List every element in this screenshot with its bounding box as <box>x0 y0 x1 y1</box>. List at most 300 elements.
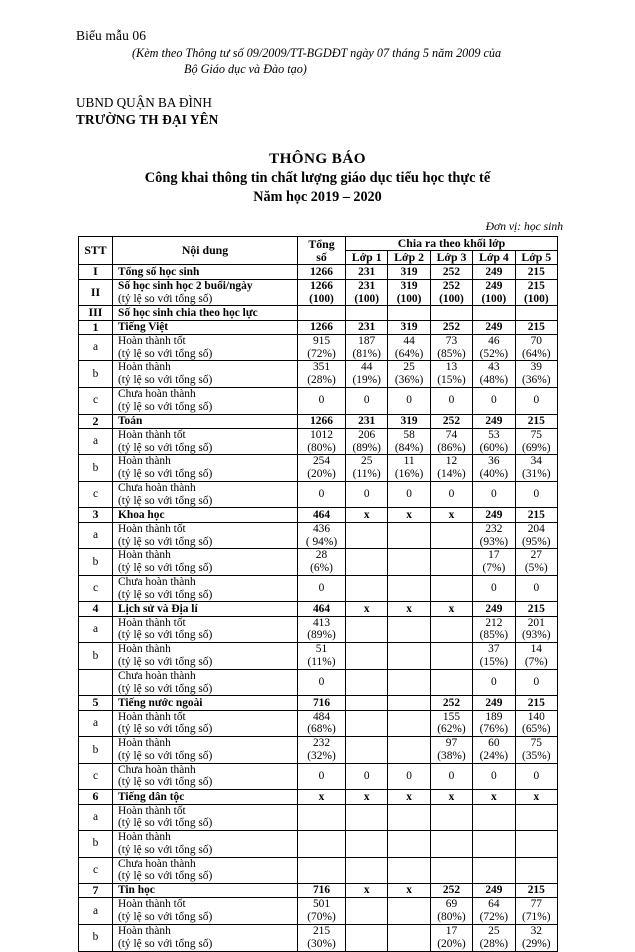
value: 37 <box>488 643 500 656</box>
row-index-19: 5 <box>79 696 113 710</box>
cell-grade5-13 <box>515 549 557 576</box>
value: 25 <box>488 925 500 938</box>
cell-grade5-3 <box>515 320 557 334</box>
value: 915 <box>312 334 331 347</box>
row-label-main: Chưa hoàn thành <box>118 669 196 682</box>
cell-total-28 <box>298 898 346 925</box>
cell-grade1-15 <box>346 602 388 616</box>
circular-line-2: Bộ Giáo dục và Đào tạo) <box>184 61 307 76</box>
percent: (28%) <box>479 937 509 950</box>
row-label-22 <box>113 763 298 790</box>
percent: (72%) <box>479 911 509 924</box>
table-row <box>79 455 558 482</box>
value: 0 <box>491 394 497 407</box>
table-row <box>79 334 558 361</box>
col-header-tong-so <box>298 237 346 265</box>
table-row <box>79 265 558 279</box>
value: 17 <box>445 925 458 938</box>
row-label-4 <box>113 334 298 361</box>
row-index-17: b <box>79 643 113 670</box>
value: 215 <box>527 265 545 278</box>
value: 212 <box>485 616 503 629</box>
percent: (16%) <box>394 468 424 481</box>
value: 60 <box>488 737 500 750</box>
value: 215 <box>527 508 545 521</box>
row-label-23 <box>113 790 298 804</box>
percent: (28%) <box>307 374 336 387</box>
value: 0 <box>448 488 455 501</box>
row-index-1: II <box>79 279 113 306</box>
value: 215 <box>527 320 545 333</box>
value: 215 <box>527 414 545 427</box>
value: 32 <box>530 925 542 938</box>
table-row <box>79 522 558 549</box>
row-label-26 <box>113 857 298 884</box>
value: 12 <box>445 455 458 468</box>
row-label-pct-note: (tỷ lệ so với tổng số) <box>118 723 213 736</box>
value: 0 <box>363 770 370 783</box>
cell-grade4-21 <box>473 737 515 764</box>
percent: (93%) <box>479 535 509 548</box>
row-index-3: 1 <box>79 320 113 334</box>
cell-grade3-27 <box>430 884 472 898</box>
cell-grade2-1 <box>388 279 430 306</box>
value: x <box>363 508 370 521</box>
row-label-29 <box>113 925 298 952</box>
row-label-main: Chưa hoàn thành <box>118 575 196 588</box>
cell-grade2-7 <box>388 414 430 428</box>
value: 53 <box>488 428 500 441</box>
cell-grade4-27 <box>473 884 515 898</box>
value: x <box>363 790 370 803</box>
value: 232 <box>485 522 503 535</box>
table-row <box>79 388 558 415</box>
cell-grade4-16 <box>473 616 515 643</box>
row-label-main: Tiếng nước ngoài <box>118 696 203 709</box>
table-row <box>79 428 558 455</box>
cell-grade1-6 <box>346 388 388 415</box>
school-name: TRƯỜNG TH ĐẠI YÊN <box>76 111 219 127</box>
col-header-stt: STT <box>79 237 113 265</box>
value: 0 <box>533 394 540 407</box>
row-label-24 <box>113 804 298 831</box>
cell-grade5-8 <box>515 428 557 455</box>
cell-grade4-13 <box>473 549 515 576</box>
value: 14 <box>530 643 542 656</box>
cell-grade1-18 <box>346 669 388 696</box>
cell-grade1-20 <box>346 710 388 737</box>
cell-grade4-15 <box>473 602 515 616</box>
value: 413 <box>312 616 331 629</box>
row-label-main: Tiếng Việt <box>118 320 169 333</box>
cell-grade5-5 <box>515 361 557 388</box>
cell-grade5-19 <box>515 696 557 710</box>
col-header-grade-3: Lớp 3 <box>430 251 472 265</box>
row-label-pct-note: (tỷ lệ so với tổng số) <box>118 494 213 507</box>
value: 252 <box>442 279 461 292</box>
cell-total-5 <box>298 361 346 388</box>
row-index-0: I <box>79 265 113 279</box>
col-header-grade-4: Lớp 4 <box>473 251 515 265</box>
value: 70 <box>530 334 542 347</box>
value: 27 <box>530 549 542 562</box>
percent: (40%) <box>479 468 509 481</box>
value: 716 <box>312 696 331 709</box>
row-index-21: b <box>79 737 113 764</box>
value: 1266 <box>310 279 333 292</box>
value: 249 <box>485 265 503 278</box>
percent: (86%) <box>437 441 466 454</box>
cell-grade5-28 <box>515 898 557 925</box>
value: 0 <box>533 676 540 689</box>
tong-so-line1: Tổng <box>308 236 335 251</box>
value: 11 <box>403 455 415 468</box>
cell-grade5-23 <box>515 790 557 804</box>
cell-grade2-6 <box>388 388 430 415</box>
cell-grade2-10 <box>388 481 430 508</box>
row-index-25: b <box>79 831 113 858</box>
percent: (64%) <box>522 347 551 360</box>
cell-total-25 <box>298 831 346 858</box>
cell-total-17 <box>298 643 346 670</box>
cell-grade2-18 <box>388 669 430 696</box>
table-row <box>79 710 558 737</box>
cell-grade3-24 <box>430 804 472 831</box>
value: 215 <box>527 884 545 897</box>
row-label-pct-note: (tỷ lệ so với tổng số) <box>118 749 213 762</box>
row-index-2: III <box>79 306 113 320</box>
cell-grade1-24 <box>346 804 388 831</box>
table-row <box>79 306 558 320</box>
row-index-4: a <box>79 334 113 361</box>
row-label-main: Hoàn thành <box>118 643 171 656</box>
cell-grade3-6 <box>430 388 472 415</box>
value: x <box>406 884 412 897</box>
percent: (19%) <box>352 374 381 387</box>
cell-grade1-16 <box>346 616 388 643</box>
value: x <box>363 602 370 615</box>
percent: (76%) <box>479 723 509 736</box>
row-label-main: Hoàn thành <box>118 549 171 562</box>
value: 44 <box>361 361 373 374</box>
row-index-26: c <box>79 857 113 884</box>
row-label-main: Lịch sử và Địa lí <box>118 602 198 615</box>
cell-grade2-28 <box>388 898 430 925</box>
cell-grade5-21 <box>515 737 557 764</box>
row-label-main: Hoàn thành <box>118 831 171 844</box>
row-index-8: a <box>79 428 113 455</box>
cell-grade5-20 <box>515 710 557 737</box>
value: 1266 <box>310 414 333 427</box>
cell-grade3-2 <box>430 306 472 320</box>
value: 252 <box>442 320 461 333</box>
cell-grade1-17 <box>346 643 388 670</box>
cell-grade4-12 <box>473 522 515 549</box>
circular-line-1: (Kèm theo Thông tư số 09/2009/TT-BGDĐT ngày 07 tháng 5 năm 2009 của <box>132 46 502 60</box>
cell-grade2-12 <box>388 522 430 549</box>
cell-total-3 <box>298 320 346 334</box>
cell-total-22 <box>298 763 346 790</box>
cell-grade4-14 <box>473 575 515 602</box>
cell-total-20 <box>298 710 346 737</box>
cell-grade2-0 <box>388 265 430 279</box>
cell-grade2-21 <box>388 737 430 764</box>
percent: (100) <box>309 292 334 305</box>
cell-grade2-22 <box>388 763 430 790</box>
percent: (81%) <box>352 347 381 360</box>
row-index-29: b <box>79 925 113 952</box>
cell-grade2-14 <box>388 575 430 602</box>
value: 0 <box>533 488 540 501</box>
row-label-pct-note: (tỷ lệ so với tổng số) <box>118 776 213 789</box>
percent: (95%) <box>522 535 551 548</box>
table-row <box>79 790 558 804</box>
row-label-main: Tin học <box>118 884 155 897</box>
percent: (93%) <box>522 629 551 642</box>
percent: (60%) <box>479 441 509 454</box>
value: 36 <box>488 455 500 468</box>
cell-grade1-10 <box>346 481 388 508</box>
cell-grade4-7 <box>473 414 515 428</box>
row-label-25 <box>113 831 298 858</box>
value: 0 <box>491 488 497 501</box>
row-label-pct-note: (tỷ lệ so với tổng số) <box>118 817 213 830</box>
cell-grade1-7 <box>346 414 388 428</box>
percent: (36%) <box>394 374 424 387</box>
row-label-18 <box>113 669 298 696</box>
row-label-pct-note: (tỷ lệ so với tổng số) <box>118 400 213 413</box>
row-label-pct-note: (tỷ lệ so với tổng số) <box>118 374 213 387</box>
value: 231 <box>358 320 376 333</box>
cell-grade1-1 <box>346 279 388 306</box>
table-row <box>79 508 558 522</box>
percent: ( 94%) <box>305 535 338 548</box>
cell-total-24 <box>298 804 346 831</box>
col-header-grade-2: Lớp 2 <box>388 251 430 265</box>
row-label-14 <box>113 575 298 602</box>
value: 319 <box>400 279 418 292</box>
row-index-27: 7 <box>79 884 113 898</box>
row-label-20 <box>113 710 298 737</box>
row-label-1 <box>113 279 298 306</box>
row-label-7 <box>113 414 298 428</box>
cell-grade4-22 <box>473 763 515 790</box>
table-head <box>79 237 558 265</box>
row-label-2 <box>113 306 298 320</box>
table-row <box>79 696 558 710</box>
value: 252 <box>442 696 461 709</box>
cell-grade4-1 <box>473 279 515 306</box>
cell-grade4-18 <box>473 669 515 696</box>
value: 25 <box>403 361 415 374</box>
cell-grade1-13 <box>346 549 388 576</box>
value: x <box>318 790 325 803</box>
value: 351 <box>312 361 331 374</box>
percent: (89%) <box>307 629 336 642</box>
table-row <box>79 643 558 670</box>
cell-total-10 <box>298 481 346 508</box>
percent: (80%) <box>437 911 466 924</box>
value: 254 <box>312 455 331 468</box>
row-label-13 <box>113 549 298 576</box>
table-row <box>79 320 558 334</box>
percent: (7%) <box>482 562 506 575</box>
value: 215 <box>527 279 545 292</box>
cell-total-26 <box>298 857 346 884</box>
row-label-8 <box>113 428 298 455</box>
percent: (100) <box>354 292 380 305</box>
value: 319 <box>400 265 418 278</box>
form-number: Biểu mẫu 06 <box>76 28 147 43</box>
document-header <box>0 0 635 128</box>
cell-grade2-13 <box>388 549 430 576</box>
value: 0 <box>406 488 412 501</box>
table-body <box>79 265 558 951</box>
value: 58 <box>403 428 415 441</box>
value: 1012 <box>310 428 333 441</box>
cell-total-23 <box>298 790 346 804</box>
value: 73 <box>445 334 458 347</box>
cell-grade3-9 <box>430 455 472 482</box>
cell-grade1-0 <box>346 265 388 279</box>
cell-grade5-9 <box>515 455 557 482</box>
cell-grade2-29 <box>388 925 430 952</box>
cell-grade4-0 <box>473 265 515 279</box>
value: 0 <box>533 770 540 783</box>
value: 189 <box>485 710 503 723</box>
cell-grade4-6 <box>473 388 515 415</box>
cell-grade1-3 <box>346 320 388 334</box>
cell-grade1-25 <box>346 831 388 858</box>
value: x <box>491 790 497 803</box>
value: x <box>363 884 370 897</box>
col-header-grade-1: Lớp 1 <box>346 251 388 265</box>
cell-total-11 <box>298 508 346 522</box>
percent: (62%) <box>437 723 466 736</box>
row-label-main: Số học sinh chia theo học lực <box>118 306 258 319</box>
percent: (32%) <box>307 749 336 762</box>
percent: (36%) <box>522 374 551 387</box>
cell-total-14 <box>298 575 346 602</box>
value: 201 <box>527 616 545 629</box>
cell-grade4-23 <box>473 790 515 804</box>
cell-grade1-27 <box>346 884 388 898</box>
row-label-pct-note: (tỷ lệ so với tổng số) <box>118 937 213 950</box>
cell-grade2-11 <box>388 508 430 522</box>
percent: (89%) <box>352 441 381 454</box>
cell-grade3-28 <box>430 898 472 925</box>
percent: (85%) <box>479 629 509 642</box>
value: 77 <box>530 898 542 911</box>
table-row <box>79 763 558 790</box>
cell-grade2-15 <box>388 602 430 616</box>
table-row <box>79 616 558 643</box>
cell-grade5-4 <box>515 334 557 361</box>
cell-grade1-11 <box>346 508 388 522</box>
cell-grade2-8 <box>388 428 430 455</box>
table-row <box>79 857 558 884</box>
cell-grade4-24 <box>473 804 515 831</box>
row-label-0 <box>113 265 298 279</box>
value: 231 <box>358 279 376 292</box>
cell-grade4-10 <box>473 481 515 508</box>
row-index-15: 4 <box>79 602 113 616</box>
cell-grade2-19 <box>388 696 430 710</box>
table-row <box>79 361 558 388</box>
cell-grade1-4 <box>346 334 388 361</box>
row-label-pct-note: (tỷ lệ so với tổng số) <box>118 441 213 454</box>
value: x <box>406 790 412 803</box>
row-label-pct-note: (tỷ lệ so với tổng số) <box>118 911 213 924</box>
cell-grade3-29 <box>430 925 472 952</box>
cell-grade4-8 <box>473 428 515 455</box>
row-label-pct-note: (tỷ lệ so với tổng số) <box>118 535 213 548</box>
table-row <box>79 279 558 306</box>
row-label-3 <box>113 320 298 334</box>
percent: (15%) <box>437 374 466 387</box>
row-label-main: Số học sinh học 2 buổi/ngày <box>118 279 253 292</box>
value: 249 <box>485 602 503 615</box>
row-label-15 <box>113 602 298 616</box>
value: 231 <box>358 414 376 427</box>
cell-grade5-7 <box>515 414 557 428</box>
value: 215 <box>312 925 331 938</box>
row-label-main: Tiếng dân tộc <box>118 790 185 803</box>
value: 501 <box>312 898 331 911</box>
cell-grade3-3 <box>430 320 472 334</box>
cell-grade4-9 <box>473 455 515 482</box>
row-index-9: b <box>79 455 113 482</box>
cell-grade1-12 <box>346 522 388 549</box>
value: 0 <box>318 394 325 407</box>
cell-grade2-20 <box>388 710 430 737</box>
cell-grade5-25 <box>515 831 557 858</box>
percent: (31%) <box>522 468 551 481</box>
cell-grade3-13 <box>430 549 472 576</box>
cell-grade1-14 <box>346 575 388 602</box>
row-index-12: a <box>79 522 113 549</box>
value: 252 <box>442 884 461 897</box>
cell-grade2-2 <box>388 306 430 320</box>
cell-total-29 <box>298 925 346 952</box>
value: 0 <box>406 770 412 783</box>
value: 187 <box>358 334 376 347</box>
row-index-14: c <box>79 575 113 602</box>
cell-grade5-12 <box>515 522 557 549</box>
cell-grade3-1 <box>430 279 472 306</box>
percent: (100) <box>481 292 507 305</box>
value: 0 <box>318 770 325 783</box>
value: 0 <box>318 676 325 689</box>
row-label-main: Hoàn thành <box>118 737 171 750</box>
value: 249 <box>485 414 503 427</box>
cell-grade1-23 <box>346 790 388 804</box>
percent: (29%) <box>522 937 551 950</box>
row-label-main: Chưa hoàn thành <box>118 388 196 401</box>
value: 0 <box>448 394 455 407</box>
tong-so-line2: số <box>316 249 327 264</box>
value: x <box>448 602 455 615</box>
cell-grade4-4 <box>473 334 515 361</box>
row-label-10 <box>113 481 298 508</box>
row-label-28 <box>113 898 298 925</box>
cell-grade4-25 <box>473 831 515 858</box>
value: 0 <box>491 770 497 783</box>
percent: (100) <box>439 292 464 305</box>
value: 43 <box>488 361 500 374</box>
row-label-11 <box>113 508 298 522</box>
table-row <box>79 602 558 616</box>
